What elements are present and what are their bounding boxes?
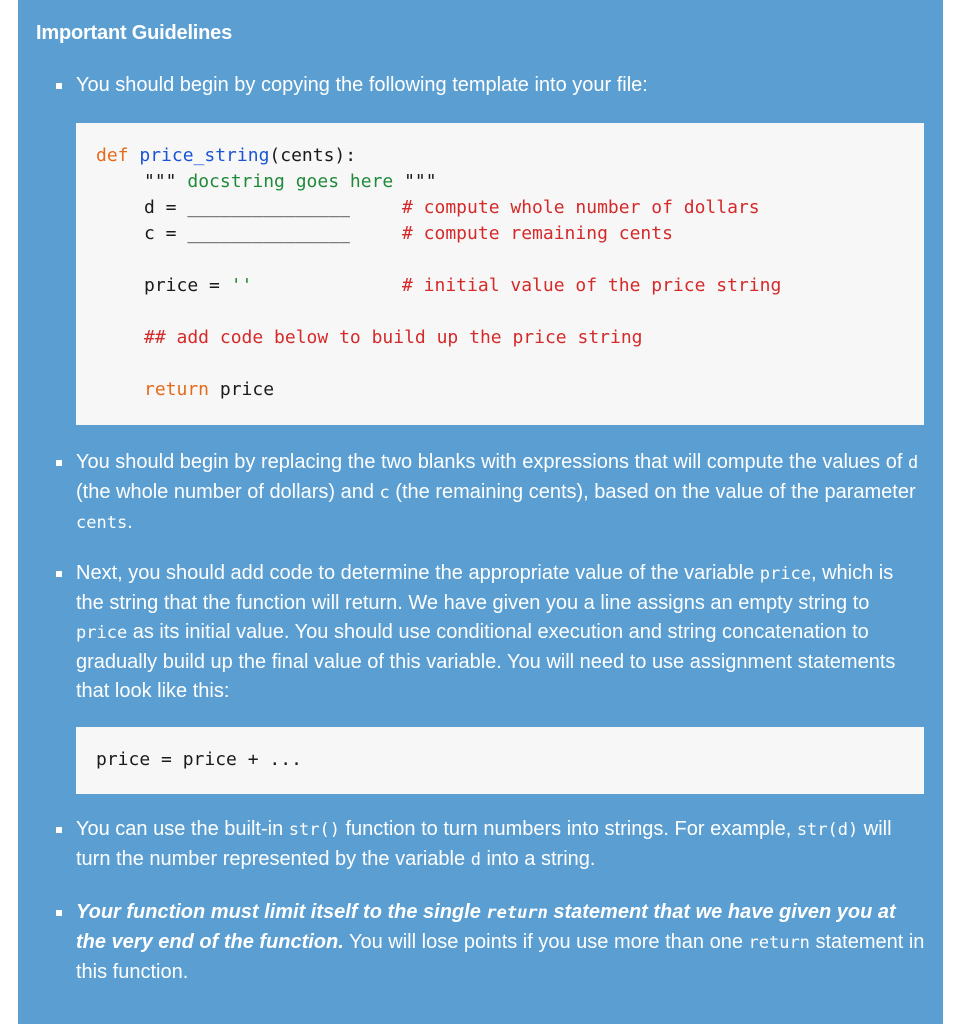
inline-code-d: d	[470, 850, 481, 870]
assignment-code-block	[76, 727, 924, 794]
bullet-copy-template: You should begin by copying the following template into your file:	[76, 71, 926, 100]
inline-code-str-d: str(d)	[796, 820, 859, 840]
text: (the whole number of dollars) and	[76, 481, 380, 503]
bold-text: statement that we have given you at the very end of the function.	[76, 901, 896, 953]
inline-code-price: price	[759, 564, 811, 584]
inline-code-return: return	[748, 933, 810, 953]
code-line-c: c = _______________	[144, 223, 350, 244]
text: function to turn numbers into strings. For example,	[339, 818, 797, 840]
comment-dollars: # compute whole number of dollars	[402, 197, 760, 218]
code-line-d: d = _______________	[144, 197, 350, 218]
text: You should begin by replacing the two blanks with expressions that will compute the values of	[76, 451, 908, 473]
bullet-replace-blanks	[76, 448, 926, 538]
bullet-build-price	[76, 559, 926, 706]
comment-add-code: ## add code below to build up the price string	[144, 327, 643, 348]
inline-code-c: c	[379, 483, 390, 503]
text: , which is the string that the function will return. We have given you a line assigns an empty string to	[76, 562, 894, 614]
bullet-single-return	[76, 898, 926, 987]
guidelines-panel	[18, 0, 943, 1024]
inline-code-d: d	[907, 453, 919, 473]
docstring-text: docstring goes here	[176, 171, 405, 192]
inline-code-str: str()	[288, 820, 340, 840]
def-signature: (cents):	[269, 145, 357, 166]
text: statement in this function.	[76, 931, 925, 983]
comment-cents: # compute remaining cents	[402, 223, 673, 244]
text: as its initial value. You should use conditional execution and string concatenation to gradually build up the final value of this variable. You will need to use assignment statements that look like this:	[76, 621, 896, 702]
text: .	[127, 511, 133, 533]
code-line-docstring	[144, 171, 437, 192]
text: You can use the built-in	[76, 818, 289, 840]
text: will turn the number represented by the variable	[76, 818, 892, 870]
price-assign: price =	[144, 275, 231, 296]
empty-string: ''	[230, 275, 253, 296]
text: Next, you should add code to determine the appropriate value of the variable	[76, 562, 760, 584]
code-line-price-init	[144, 275, 252, 296]
inline-code-price: price	[76, 623, 128, 643]
docstring-close: """	[404, 171, 437, 192]
comment-price-init: # initial value of the price string	[402, 275, 782, 296]
text: (the remaining cents), based on the value of the parameter	[389, 481, 916, 503]
text: into a string.	[480, 848, 596, 870]
code-line-def	[96, 145, 356, 166]
function-name: price_string	[139, 145, 270, 166]
bullet-str-function	[76, 815, 926, 875]
keyword-return: return	[144, 379, 210, 400]
inline-code-return: return	[486, 903, 548, 923]
template-code-block	[76, 123, 924, 425]
section-title: Important Guidelines	[36, 22, 233, 44]
return-value: price	[209, 379, 275, 400]
inline-code-cents: cents	[76, 513, 128, 533]
docstring-open: """	[144, 171, 177, 192]
code-line-return	[144, 379, 274, 400]
code-line-concat: price = price + ...	[96, 749, 302, 770]
bold-text: Your function must limit itself to the single	[76, 901, 487, 923]
keyword-def: def	[96, 145, 129, 166]
text: You will lose points if you use more than one	[343, 931, 749, 953]
